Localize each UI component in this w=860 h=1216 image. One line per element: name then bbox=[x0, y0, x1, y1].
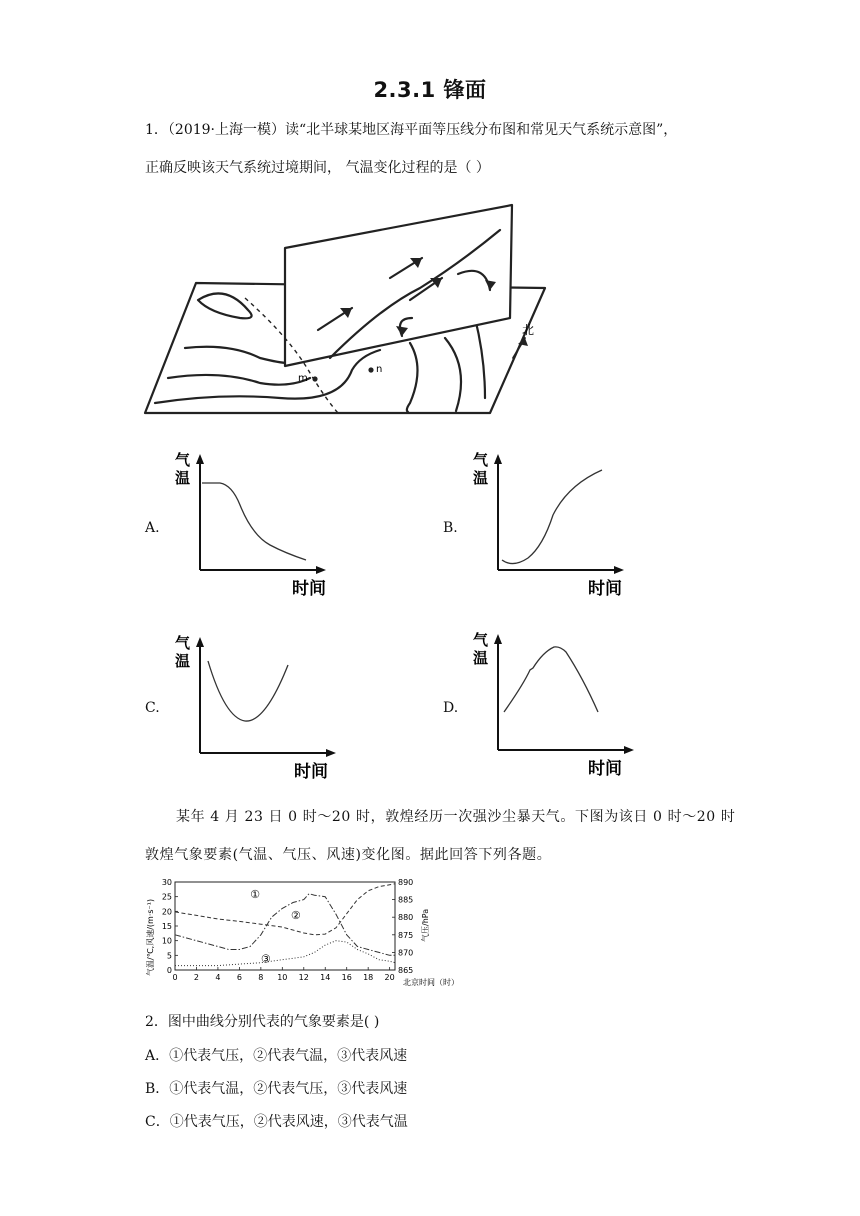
x-tick-label: 6 bbox=[236, 973, 242, 982]
question-2-stem: 2．图中曲线分别代表的气象要素是( ) bbox=[145, 1014, 380, 1030]
y-axis-label-2: 温 bbox=[175, 469, 191, 487]
north-label: 北 bbox=[522, 323, 535, 337]
isobar-5 bbox=[445, 338, 461, 411]
y-right-tick-label: 880 bbox=[398, 913, 414, 923]
series-line-2 bbox=[175, 884, 395, 935]
y-left-tick-label: 5 bbox=[166, 951, 172, 961]
meteorology-chart bbox=[140, 872, 459, 992]
page-title: 2.3.1 锋面 bbox=[373, 78, 487, 102]
isobar-low-center bbox=[198, 293, 252, 318]
option-c-label: C. bbox=[145, 700, 160, 716]
question-2-option-c[interactable]: C．①代表气压，②代表风速，③代表气温 bbox=[145, 1114, 408, 1130]
y-axis-arrow-icon bbox=[494, 634, 502, 644]
x-axis-label: 北京时间（时） bbox=[403, 978, 459, 987]
weather-system-diagram bbox=[140, 198, 560, 420]
y-right-tick-label: 870 bbox=[398, 948, 414, 958]
series-line-1 bbox=[175, 894, 395, 956]
point-n-label: n bbox=[376, 364, 383, 375]
option-a-graph bbox=[170, 450, 330, 600]
y-left-tick-label: 20 bbox=[161, 907, 172, 917]
x-tick-label: 20 bbox=[384, 973, 395, 982]
x-axis-arrow-icon bbox=[624, 746, 634, 754]
point-m-label: m bbox=[298, 373, 308, 384]
series-label-3: ③ bbox=[260, 952, 271, 966]
y-axis-label-1: 气 bbox=[175, 634, 191, 652]
x-tick-label: 2 bbox=[193, 973, 200, 982]
isobar-2 bbox=[168, 375, 310, 385]
x-axis-arrow-icon bbox=[316, 566, 326, 574]
x-axis-label: 时间 bbox=[294, 762, 328, 782]
x-tick-label: 12 bbox=[298, 973, 309, 982]
intro-line-1: 某年 4 月 23 日 0 时～20 时，敦煌经历一次强沙尘暴天气。下图为该日 0 时～20 时 bbox=[176, 809, 736, 825]
y-axis-label-1: 气 bbox=[175, 451, 191, 469]
x-axis-arrow-icon bbox=[614, 566, 624, 574]
x-tick-label: 0 bbox=[172, 973, 178, 982]
option-d-label: D. bbox=[443, 700, 459, 716]
x-axis-label: 时间 bbox=[588, 579, 622, 599]
y-axis-arrow-icon bbox=[196, 454, 204, 464]
y-left-tick-label: 15 bbox=[161, 922, 172, 931]
x-tick-label: 4 bbox=[215, 973, 221, 982]
plot-frame bbox=[175, 882, 395, 970]
y-axis-label-1: 气 bbox=[473, 631, 489, 649]
question-1-stem-line-1: 1．（2019·上海一模）读“北半球某地区海平面等压线分布图和常见天气系统示意图”， bbox=[145, 122, 678, 138]
option-d-graph bbox=[468, 630, 638, 780]
option-b-graph bbox=[468, 450, 638, 600]
y-left-tick-label: 10 bbox=[161, 936, 172, 946]
option-a-label: A. bbox=[145, 520, 160, 536]
y-axis-arrow-icon bbox=[494, 454, 502, 464]
x-tick-label: 14 bbox=[320, 973, 331, 982]
x-axis-label: 时间 bbox=[588, 759, 622, 779]
y-right-tick-label: 865 bbox=[398, 966, 414, 975]
question-2-option-b[interactable]: B．①代表气温，②代表气压，③代表风速 bbox=[145, 1081, 408, 1097]
y-axis-label-2: 温 bbox=[473, 649, 489, 667]
isobar-1 bbox=[185, 347, 288, 363]
series-label-1: ① bbox=[250, 888, 260, 902]
question-1-stem-line-2: 正确反映该天气系统过境期间， 气温变化过程的是（ ） bbox=[145, 160, 490, 176]
y-right-tick-label: 875 bbox=[398, 930, 414, 940]
option-b-label: B. bbox=[443, 520, 458, 536]
x-tick-label: 18 bbox=[363, 973, 374, 982]
y-left-tick-label: 30 bbox=[161, 878, 172, 887]
frontal-plane bbox=[285, 205, 512, 366]
y-right-axis-label: 气压/hPa bbox=[421, 908, 430, 942]
x-axis-arrow-icon bbox=[326, 749, 336, 757]
y-right-tick-label: 885 bbox=[398, 895, 414, 905]
x-tick-label: 10 bbox=[277, 973, 288, 982]
y-axis-label-2: 温 bbox=[175, 652, 191, 670]
temperature-curve bbox=[504, 647, 598, 712]
x-tick-label: 8 bbox=[258, 973, 264, 982]
point-n-dot bbox=[368, 367, 373, 372]
y-left-tick-label: 0 bbox=[166, 966, 172, 975]
y-axis-label-1: 气 bbox=[473, 451, 489, 469]
question-2-option-a[interactable]: A．①代表气压，②代表气温，③代表风速 bbox=[145, 1048, 408, 1064]
series-label-2: ② bbox=[290, 908, 301, 922]
x-axis-label: 时间 bbox=[292, 579, 326, 599]
option-c-graph bbox=[170, 633, 340, 783]
temperature-curve bbox=[202, 483, 306, 560]
intro-line-2: 敦煌气象要素(气温、气压、风速)变化图。据此回答下列各题。 bbox=[145, 847, 552, 863]
temperature-curve bbox=[502, 470, 602, 564]
y-left-axis-label: 气温/℃,风速/(m·s⁻¹) bbox=[146, 898, 155, 976]
y-right-tick-label: 890 bbox=[398, 878, 414, 887]
y-axis-label-2: 温 bbox=[473, 469, 489, 487]
y-axis-arrow-icon bbox=[196, 637, 204, 647]
x-tick-label: 16 bbox=[341, 973, 352, 982]
isobar-4 bbox=[407, 343, 418, 412]
series-line-3 bbox=[175, 941, 395, 966]
isobar-6 bbox=[475, 318, 485, 398]
y-left-tick-label: 25 bbox=[161, 892, 172, 902]
temperature-curve bbox=[208, 661, 288, 721]
